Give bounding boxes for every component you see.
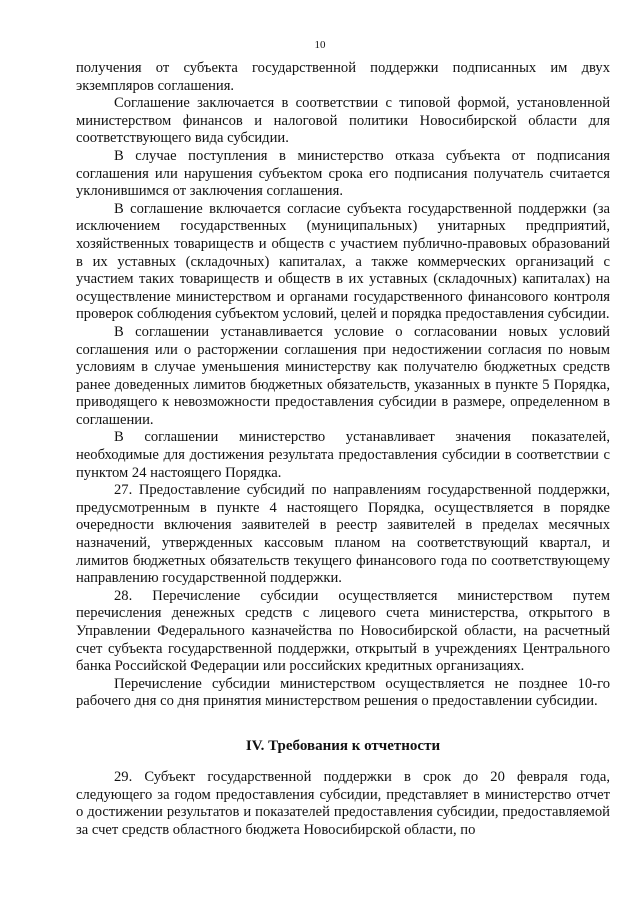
- paragraph: В случае поступления в министерство отказа субъекта от подписания соглашения или нарушения субъектом срока его подписания получатель считается уклонившимся от заключения соглашения.: [76, 147, 610, 200]
- paragraph: Перечисление субсидии министерством осуществляется не позднее 10-го рабочего дня со дня принятия министерством решения о предоставлении субсидии.: [76, 675, 610, 710]
- page-number: 10: [314, 39, 326, 51]
- paragraph: получения от субъекта государственной поддержки подписанных им двух экземпляров соглашения.: [76, 60, 610, 94]
- paragraph-item-29: 29. Субъект государственной поддержки в срок до 20 февраля года, следующего за годом предоставления субсидии, представляет в министерство отчет о достижении результатов и показателей предоставления субсидии, предоставляемой за счет средств областного бюджета Новосибирской области, по: [76, 769, 610, 838]
- paragraph: В соглашении министерство устанавливает значения показателей, необходимые для достижения результата предоставления субсидии в соответствии с пунктом 24 настоящего Порядка.: [76, 429, 610, 481]
- body-text: [76, 60, 610, 711]
- section-body-text: [76, 769, 610, 839]
- paragraph: В соглашение включается согласие субъекта государственной поддержки (за исключением государственных (муниципальных) унитарных предприятий, хозяйственных товариществ и обществ с участием публично-правовых образований в их уставных (складочных) капиталах, а также коммерческих организаций с участием таких товариществ и обществ в их уставных (складочных) капиталах) на осуществление министерством и органами государственного финансового контроля проверок соблюдения субъектом условий, целей и порядка предоставления субсидии.: [76, 200, 610, 323]
- paragraph: Соглашение заключается в соответствии с типовой формой, установленной министерством финансов и налоговой политики Новосибирской области для соответствующего вида субсидии.: [76, 95, 610, 147]
- paragraph-item-28: 28. Перечисление субсидии осуществляется министерством путем перечисления денежных средств с лицевого счета министерства, открытого в Управлении Федерального казначейства по Новосибирской области, на расчетный счет субъекта государственной поддержки, открытый в учреждениях Центрального банка Российской Федерации или российских кредитных организациях.: [76, 587, 610, 675]
- section-heading: IV. Требования к отчетности: [245, 738, 441, 754]
- paragraph: В соглашении устанавливается условие о согласовании новых условий соглашения или о расторжении соглашения при недостижении согласия по новым условиям в случае уменьшения министерству как получателю бюджетных средств ранее доведенных лимитов бюджетных обязательств, указанных в пункте 5 Порядка, приводящего к невозможности предоставления субсидии в размере, определенном в соглашении.: [76, 323, 610, 428]
- paragraph-item-27: 27. Предоставление субсидий по направлениям государственной поддержки, предусмотренным в пункте 4 настоящего Порядка, осуществляется в порядке очередности включения заявителей в реестр заявителей в пределах месячных назначений, утвержденных кассовым планом на соответствующий квартал, и лимитов бюджетных обязательств текущего финансового года по соответствующему направлению государственной поддержки.: [76, 482, 610, 587]
